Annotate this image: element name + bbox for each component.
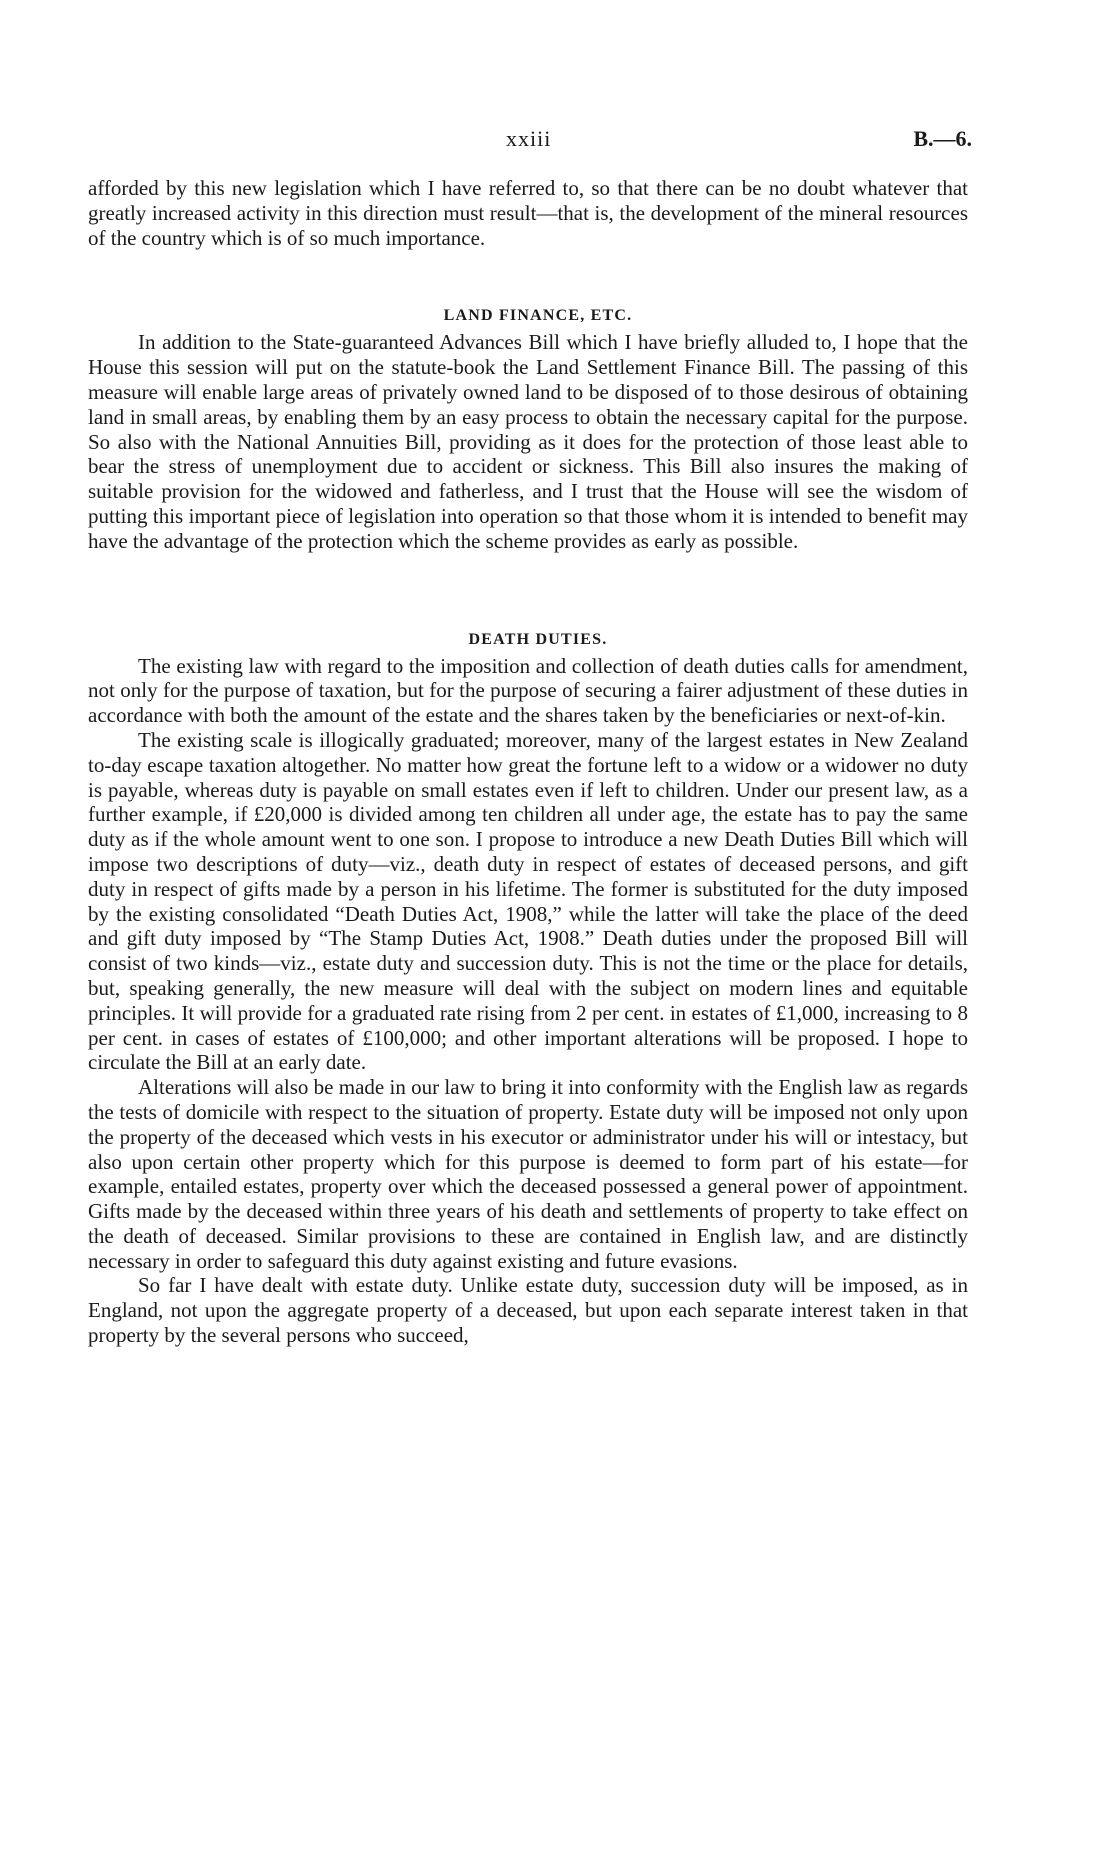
paragraph-succession-duty: So far I have dealt with estate duty. Unlike estate duty, succession duty will be imposed, as in England, not upon the aggregate property of a deceased, but upon each separate interest taken in that property by the several persons who succeed,: [88, 1273, 968, 1348]
paragraph-continuation: afforded by this new legislation which I have referred to, so that there can be no doubt whatever that greatly increased activity in this direction must result—that is, the development of the mineral resources of the country which is of so much importance.: [88, 176, 968, 250]
section-heading-land-finance: LAND FINANCE, ETC.: [443, 307, 633, 325]
paragraph-alterations: Alterations will also be made in our law to bring it into conformity with the English law as regards the tests of domicile with respect to the situation of property. Estate duty will be imposed not only upon the property of the deceased which vests in his executor or administrator under his will or intestacy, but also upon certain other property which for this purpose is deemed to form part of his estate—for example, entailed estates, property over which the deceased possessed a general power of appointment. Gifts made by the deceased within three years of his death and settlements of property to take effect on the death of deceased. Similar provisions to these are contained in English law, and are distinctly necessary in order to safeguard this duty against existing and future evasions.: [88, 1075, 968, 1273]
document-reference: B.—6.: [913, 126, 972, 151]
paragraph-death-duties-intro: The existing law with regard to the imposition and collection of death duties calls for amendment, not only for the purpose of taxation, but for the purpose of securing a fairer adjustment of these duties in accordance with both the amount of the estate and the shares taken by the beneficiaries or next-of-kin.: [88, 653, 968, 728]
paragraph-existing-scale: The existing scale is illogically graduated; moreover, many of the largest estates in New Zealand to-day escape taxation altogether. No matter how great the fortune left to a widow or a widower no duty is payable, whereas duty is payable on small estates even if left to children. Under our present law, as a further example, if £20,000 is divided among ten children all under age, the estate has to pay the same duty as if the whole amount went to one son. I propose to introduce a new Death Duties Bill which will impose two descriptions of duty—viz., death duty in respect of estates of deceased persons, and gift duty in respect of gifts made by a person in his lifetime. The former is substituted for the duty imposed by the existing consolidated “Death Duties Act, 1908,” while the latter will take the place of the deed and gift duty imposed by “The Stamp Duties Act, 1908.” Death duties under the proposed Bill will consist of two kinds—viz., estate duty and succession duty. This is not the time or the place for details, but, speaking generally, the new measure will deal with the subject on modern lines and equitable principles. It will provide for a graduated rate rising from 2 per cent. in estates of £1,000, increasing to 8 per cent. in cases of estates of £100,000; and other important alterations will be proposed. I hope to circulate the Bill at an early date.: [88, 727, 968, 1075]
paragraph-land-finance: In addition to the State-guaranteed Advances Bill which I have briefly alluded to, I hope that the House this session will put on the statute-book the Land Settlement Finance Bill. The passing of this measure will enable large areas of privately owned land to be disposed of to those desirous of obtaining land in small areas, by enabling them by an easy process to obtain the necessary capital for the purpose. So also with the National Annuities Bill, providing as it does for the protection of those least able to bear the stress of unemployment due to accident or sickness. This Bill also insures the making of suitable provision for the widowed and fatherless, and I trust that the House will see the wisdom of putting this important piece of legislation into operation so that those whom it is intended to benefit may have the advantage of the protection which the scheme provides as early as possible.: [88, 330, 968, 553]
page-header: [0, 124, 1114, 156]
section-heading-death-duties: DEATH DUTIES.: [468, 630, 608, 648]
body-text: [88, 176, 968, 1348]
page-number: xxiii: [506, 126, 552, 151]
